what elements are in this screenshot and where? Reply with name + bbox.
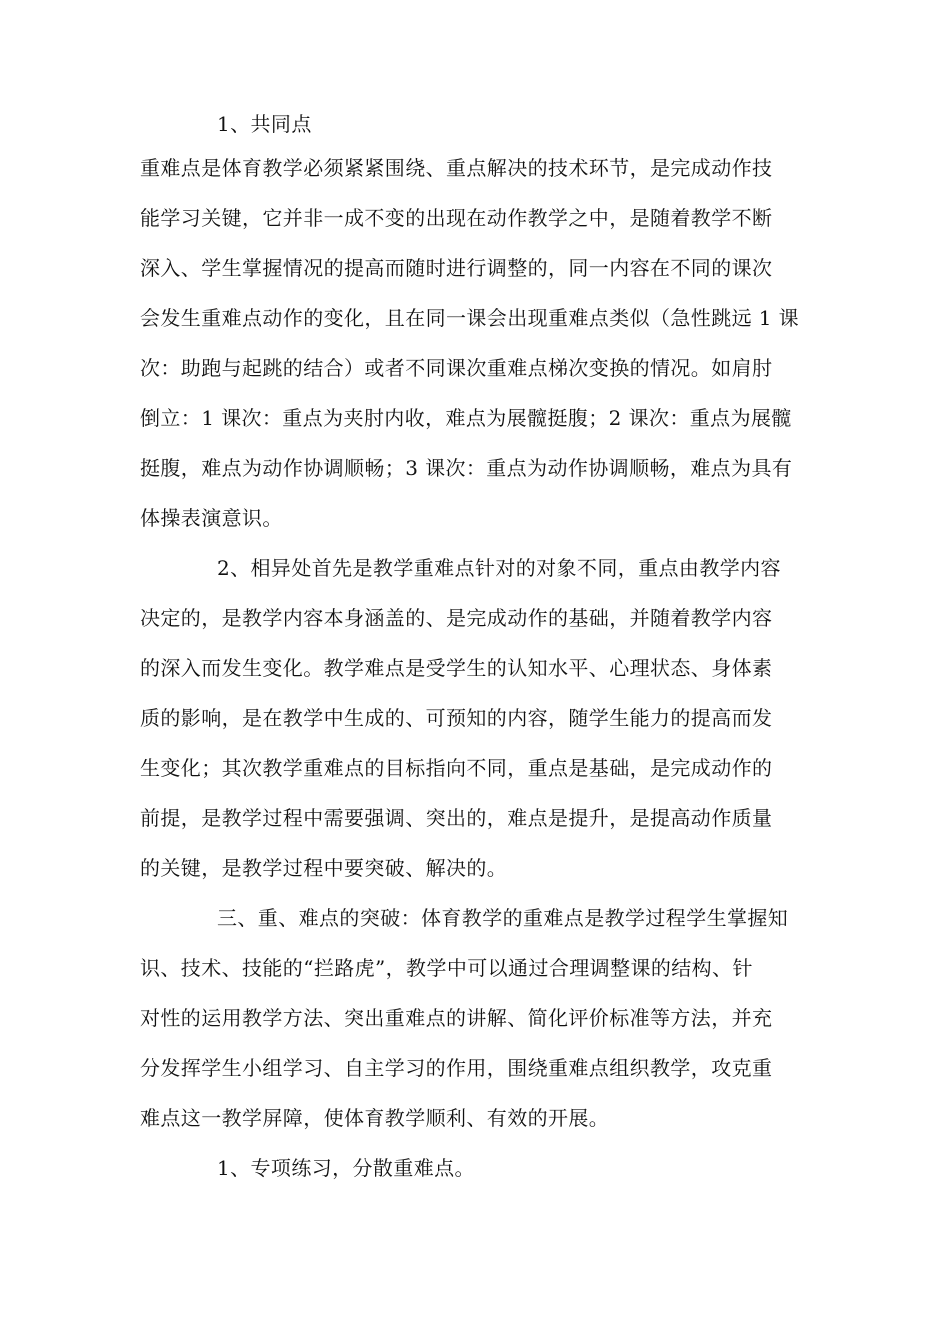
text-line: 体操表演意识。 <box>140 506 283 530</box>
text-line: 分发挥学生小组学习、自主学习的作用，围绕重难点组织教学，攻克重 <box>140 1056 773 1080</box>
text-line: 对性的运用教学方法、突出重难点的讲解、简化评价标准等方法，并充 <box>140 1006 773 1030</box>
heading-special-practice: 1、专项练习，分散重难点。 <box>217 1156 475 1180</box>
text-line: 质的影响，是在教学中生成的、可预知的内容，随学生能力的提高而发 <box>140 706 773 730</box>
text-line: 挺腹，难点为动作协调顺畅；3 课次：重点为动作协调顺畅，难点为具有 <box>140 456 793 480</box>
text-line: 倒立：1 课次：重点为夹肘内收，难点为展髋挺腹；2 课次：重点为展髋 <box>140 406 792 430</box>
text-line: 重难点是体育教学必须紧紧围绕、重点解决的技术环节，是完成动作技 <box>140 156 773 180</box>
text-line: 会发生重难点动作的变化，且在同一课会出现重难点类似（急性跳远 1 课 <box>140 306 800 330</box>
text-line: 能学习关键，它并非一成不变的出现在动作教学之中，是随着教学不断 <box>140 206 773 230</box>
text-line: 的关键，是教学过程中要突破、解决的。 <box>140 856 508 880</box>
text-line: 次：助跑与起跳的结合）或者不同课次重难点梯次变换的情况。如肩肘 <box>140 356 773 380</box>
text-line: 的深入而发生变化。教学难点是受学生的认知水平、心理状态、身体素 <box>140 656 773 680</box>
paragraph-differences-first-line: 2、相异处首先是教学重难点针对的对象不同，重点由教学内容 <box>217 556 781 580</box>
heading-common-points: 1、共同点 <box>217 112 312 136</box>
text-line: 难点这一教学屏障，使体育教学顺利、有效的开展。 <box>140 1106 610 1130</box>
text-line: 生变化；其次教学重难点的目标指向不同，重点是基础，是完成动作的 <box>140 756 773 780</box>
text-line: 深入、学生掌握情况的提高而随时进行调整的，同一内容在不同的课次 <box>140 256 773 280</box>
section-three-first-line: 三、重、难点的突破：体育教学的重难点是教学过程学生掌握知 <box>217 906 789 930</box>
text-line: 前提，是教学过程中需要强调、突出的，难点是提升，是提高动作质量 <box>140 806 773 830</box>
text-line: 决定的，是教学内容本身涵盖的、是完成动作的基础，并随着教学内容 <box>140 606 773 630</box>
text-line: 识、技术、技能的“拦路虎”，教学中可以通过合理调整课的结构、针 <box>140 956 753 980</box>
